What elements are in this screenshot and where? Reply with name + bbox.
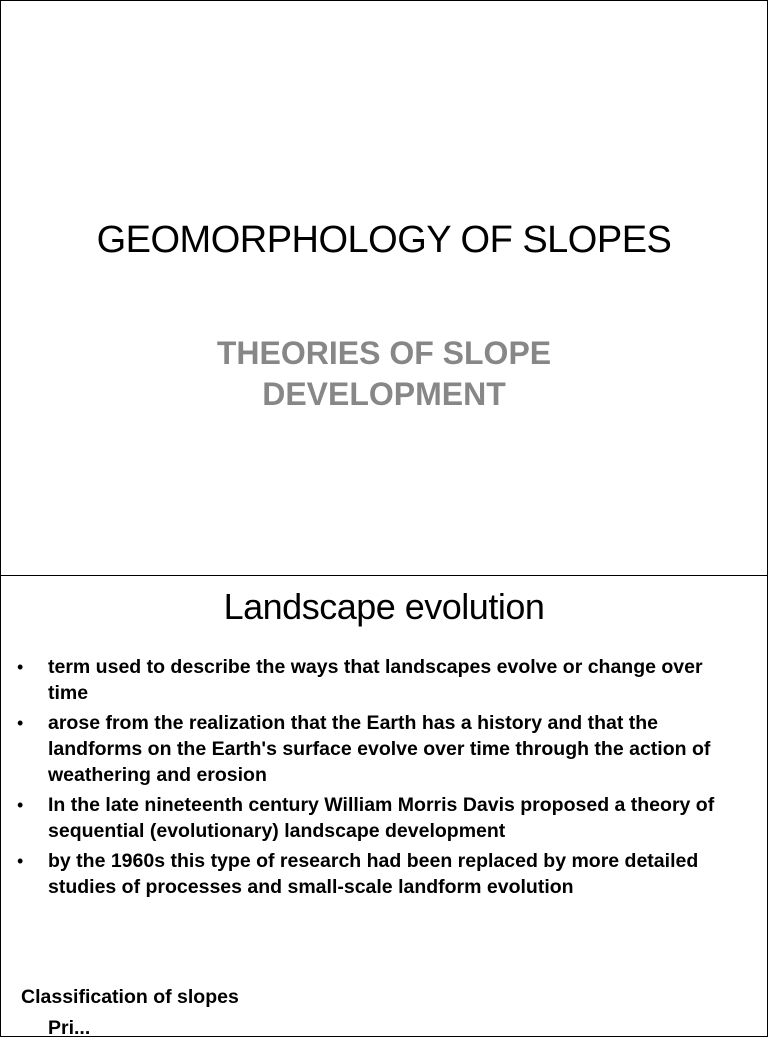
bullet-item xyxy=(1,710,767,788)
bullet-icon: • xyxy=(17,795,24,815)
bullet-text: term used to describe the ways that landscapes evolve or change over time xyxy=(48,656,703,704)
slide-landscape-evolution xyxy=(0,575,768,1037)
slide-heading: Landscape evolution xyxy=(223,586,545,627)
bullet-icon: • xyxy=(17,851,24,871)
bullet-item xyxy=(1,654,767,706)
bullet-text: In the late nineteenth century William Morris Davis proposed a theory of sequential (evolutionary) landscape development xyxy=(48,794,715,842)
classification-heading: Classification of slopes xyxy=(21,986,239,1008)
bullet-text: arose from the realization that the Earth has a history and that the landforms on the Earth's surface evolve over time through the action of weathering and erosion xyxy=(48,712,711,786)
cutoff-text: Pri... xyxy=(48,1017,91,1037)
subtitle-line-1: THEORIES OF SLOPE xyxy=(216,335,552,371)
bullet-icon: • xyxy=(17,713,24,733)
bullet-list xyxy=(1,654,767,904)
slide-subtitle xyxy=(1,333,767,415)
bullet-item xyxy=(1,792,767,844)
bullet-icon: • xyxy=(17,657,24,677)
bullet-text: by the 1960s this type of research had been replaced by more detailed studies of processes and small-scale landform evolution xyxy=(48,850,699,898)
subtitle-line-2: DEVELOPMENT xyxy=(262,376,506,412)
slide-title-heading: GEOMORPHOLOGY OF SLOPES xyxy=(96,219,672,261)
bullet-item xyxy=(1,848,767,900)
